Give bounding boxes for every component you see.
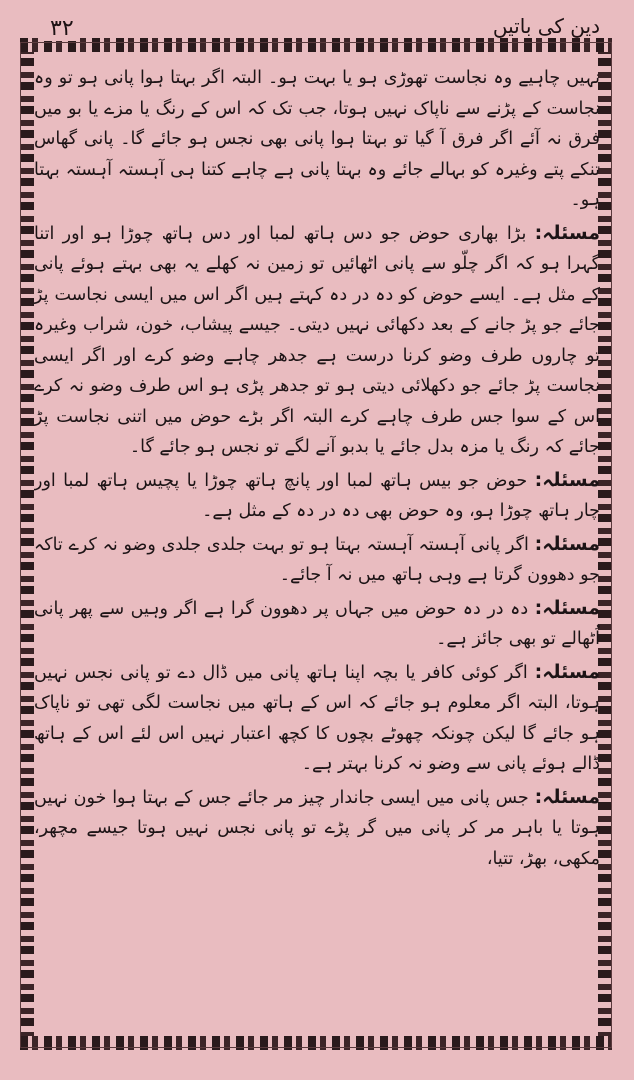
masala-label: مسئلہ: xyxy=(534,468,600,491)
paragraph xyxy=(34,657,600,780)
paragraph-text: جس پانی میں ایسی جاندار چیز مر جائے جس کے بہتا ہوا خون نہیں ہوتا یا باہر مر کر پانی میں گر پڑے تو پانی نجس نہیں ہوتا جیسے مچھر، مکھی، بھڑ، تتیا، xyxy=(34,787,600,869)
masala-label: مسئلہ: xyxy=(534,596,600,619)
paragraph-text: اگر کوئی کافر یا بچہ اپنا ہاتھ پانی میں ڈال دے تو پانی نجس نہیں ہوتا، البتہ اگر معلوم ہو جائے کہ اس کے ہاتھ میں نجاست لگی تھی تو ناپاک ہو جائے گا لیکن چونکہ چھوٹے بچوں کا کچھ اعتبار نہیں اس لئے اس کے ہاتھ ڈالے ہوئے پانی سے وضو نہ کرنا بہتر ہے۔ xyxy=(34,662,600,774)
page-body xyxy=(34,62,600,1042)
paragraph xyxy=(34,218,600,463)
page-number: ۳۲ xyxy=(44,16,80,41)
masala-label: مسئلہ: xyxy=(534,532,600,555)
paragraph-text: نہیں چاہیے وہ نجاست تھوڑی ہو یا بہت ہو۔ البتہ اگر بہتا ہوا پانی ہو تو وہ نجاست کے پڑنے سے ناپاک نہیں ہوتا، جب تک کہ اس کے رنگ یا مزے یا بو میں فرق نہ آئے اگر فرق آ گیا تو بہتا ہوا پانی بھی نجس ہو جائے گا۔ پانی گھاس تنکے پتے وغیرہ کو بہالے جائے وہ بہتا پانی ہے چاہے کتنا ہی آہستہ آہستہ بہتا ہو۔ xyxy=(34,68,600,210)
paragraph-text: بڑا بھاری حوض جو دس ہاتھ لمبا اور دس ہاتھ چوڑا ہو اور اتنا گہرا ہو کہ اگر چلّو سے پانی اٹھائیں تو زمین نہ کھلے یہ بھی بہتے ہوئے پانی کے مثل ہے۔ ایسے حوض کو دہ در دہ کہتے ہیں اگر اس میں ایسی نجاست پڑ جائے جو پڑ جانے کے بعد دکھائی نہیں دیتی۔ جیسے پیشاب، خون، شراب وغیرہ تو چاروں طرف وضو کرنا درست ہے جدھر چاہے وضو کرے اور اگر ایسی نجاست پڑ جائے جو دکھلائی دیتی ہو تو جدھر پڑی ہو اس طرف وضو نہ کرے اس کے سوا جس طرف چاہے کرے البتہ اگر بڑے حوض میں اتنی نجاست پڑ جائے کہ رنگ یا مزہ بدل جائے یا بدبو آنے لگے تو نجس ہو جائے گا۔ xyxy=(34,223,600,457)
masala-label: مسئلہ: xyxy=(534,221,600,244)
page-header xyxy=(0,6,634,50)
paragraph xyxy=(34,782,600,875)
paragraph xyxy=(34,593,600,655)
paragraph-text: دہ در دہ حوض میں جہاں پر دھوون گرا ہے اگر وہیں سے پھر پانی اُٹھالے تو بھی جائز ہے۔ xyxy=(34,598,600,649)
paragraph xyxy=(34,465,600,527)
running-title: دین کی باتیں xyxy=(485,14,608,38)
masala-label: مسئلہ: xyxy=(534,785,600,808)
masala-label: مسئلہ: xyxy=(534,660,600,683)
paragraph xyxy=(34,529,600,591)
paragraph-text: حوض جو بیس ہاتھ لمبا اور پانچ ہاتھ چوڑا یا پچیس ہاتھ لمبا اور چار ہاتھ چوڑا ہو، وہ حوض بھی دہ در دہ کے مثل ہے۔ xyxy=(34,470,600,521)
paragraph xyxy=(34,62,600,216)
paragraph-text: اگر پانی آہستہ آہستہ بہتا ہو تو بہت جلدی جلدی وضو نہ کرے تاکہ جو دھوون گرتا ہے وہی ہاتھ میں نہ آ جائے۔ xyxy=(34,534,600,585)
